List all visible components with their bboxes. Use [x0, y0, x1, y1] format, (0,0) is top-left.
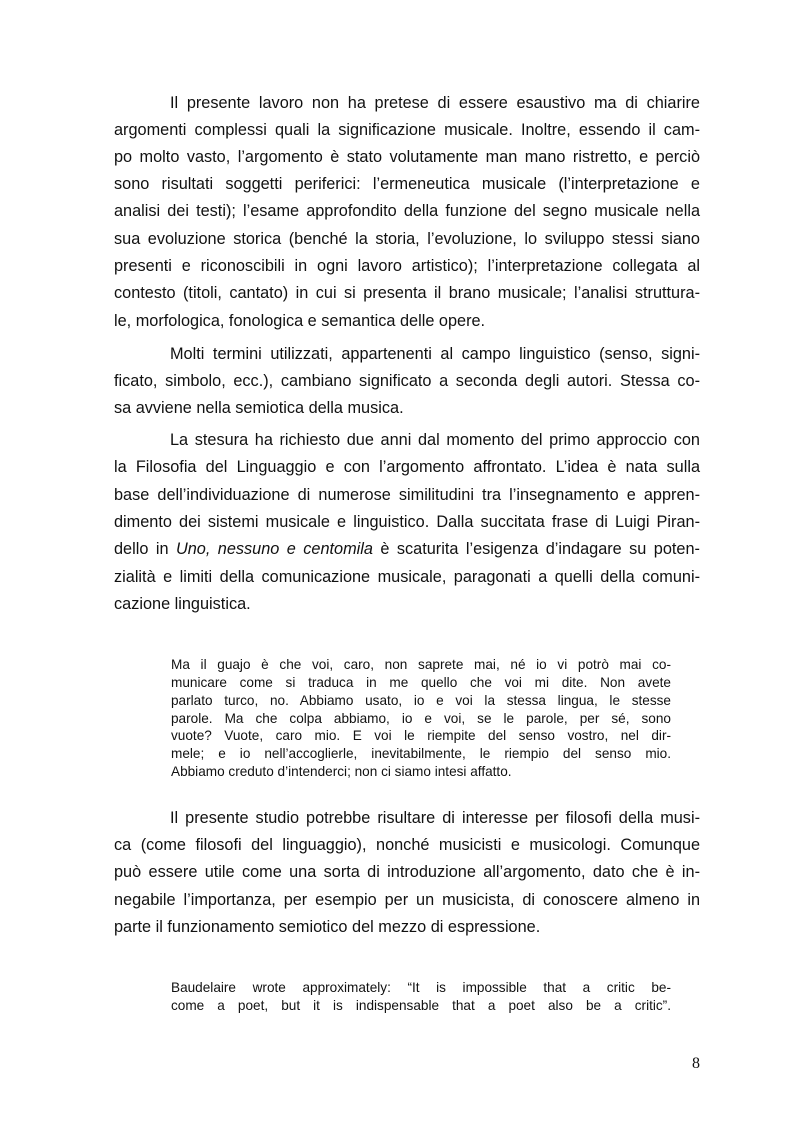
page-number: 8 [692, 1055, 700, 1072]
text-line: zialità e limiti della comunicazione musicale, paragonati a quelli della comuni- [114, 568, 700, 586]
text-line: analisi dei testi); l’esame approfondito della funzione del segno musicale nella [114, 202, 700, 220]
book-title: Uno, nessuno e centomila [175, 540, 373, 558]
text-line: contesto (titoli, cantato) in cui si presenta il brano musicale; l’analisi struttura- [114, 284, 700, 302]
text-line: Il presente studio potrebbe risultare di interesse per filosofi della musi- [170, 809, 700, 827]
text-span: è scaturita l’esigenza d’indagare su poten- [380, 540, 700, 558]
text-line: parte il funzionamento semiotico del mezzo di espressione. [114, 918, 541, 936]
text-span: dello in [114, 540, 169, 558]
text-line: la Filosofia del Linguaggio e con l’argomento affrontato. L’idea è nata sulla [114, 458, 700, 476]
text-line: Il presente lavoro non ha pretese di essere esaustivo ma di chiarire [170, 94, 700, 112]
text-line-with-title [114, 539, 700, 559]
text-line: argomenti complessi quali la significazione musicale. Inoltre, essendo il cam- [114, 121, 700, 139]
text-line: sa avviene nella semiotica della musica. [114, 399, 404, 417]
text-line: presenti e riconoscibili in ogni lavoro artistico); l’interpretazione collegata al [114, 257, 700, 275]
text-line: ca (come filosofi del linguaggio), nonché musicisti e musicologi. Comunque [114, 836, 700, 854]
quote-line: come a poet, but it is indispensable that a poet also be a critic”. [171, 998, 671, 1013]
text-line: cazione linguistica. [114, 595, 251, 613]
text-line: po molto vasto, l’argomento è stato volutamente man mano ristretto, e perciò [114, 148, 700, 166]
text-line: sono risultati soggetti periferici: l’ermeneutica musicale (l’interpretazione e [114, 175, 700, 193]
text-line: Molti termini utilizzati, appartenenti al campo linguistico (senso, signi- [170, 345, 700, 363]
quote-line: Ma il guajo è che voi, caro, non saprete mai, né io vi potrò mai co- [171, 657, 671, 672]
text-line: può essere utile come una sorta di introduzione all’argomento, dato che è in- [114, 863, 700, 881]
text-line: negabile l’importanza, per esempio per un musicista, di conoscere almeno in [114, 891, 700, 909]
quote-line: vuote? Vuote, caro mio. E voi le riempite del senso vostro, nel dir- [171, 728, 671, 743]
text-line: dimento dei sistemi musicale e linguistico. Dalla succitata frase di Luigi Piran- [114, 513, 700, 531]
quote-line: mele; e io nell’accoglierle, inevitabilmente, le riempio del senso mio. [171, 746, 671, 761]
text-line: base dell’individuazione di numerose similitudini tra l’insegnamento e appren- [114, 486, 700, 504]
quote-line: Baudelaire wrote approximately: “It is impossible that a critic be- [171, 980, 671, 995]
text-line: le, morfologica, fonologica e semantica delle opere. [114, 312, 486, 330]
text-line: sua evoluzione storica (benché la storia, l’evoluzione, lo sviluppo stessi siano [114, 230, 700, 248]
quote-line: parlato turco, no. Abbiamo usato, io e voi la stessa lingua, le stesse [171, 693, 671, 708]
quote-line: parole. Ma che colpa abbiamo, io e voi, se le parole, per sé, sono [171, 711, 671, 726]
text-line: ficato, simbolo, ecc.), cambiano significato a seconda degli autori. Stessa co- [114, 372, 700, 390]
text-line: La stesura ha richiesto due anni dal momento del primo approccio con [170, 431, 700, 449]
quote-line: Abbiamo creduto d’intenderci; non ci siamo intesi affatto. [171, 764, 512, 779]
quote-line: municare come si traduca in me quello che voi mi dite. Non avete [171, 675, 671, 690]
